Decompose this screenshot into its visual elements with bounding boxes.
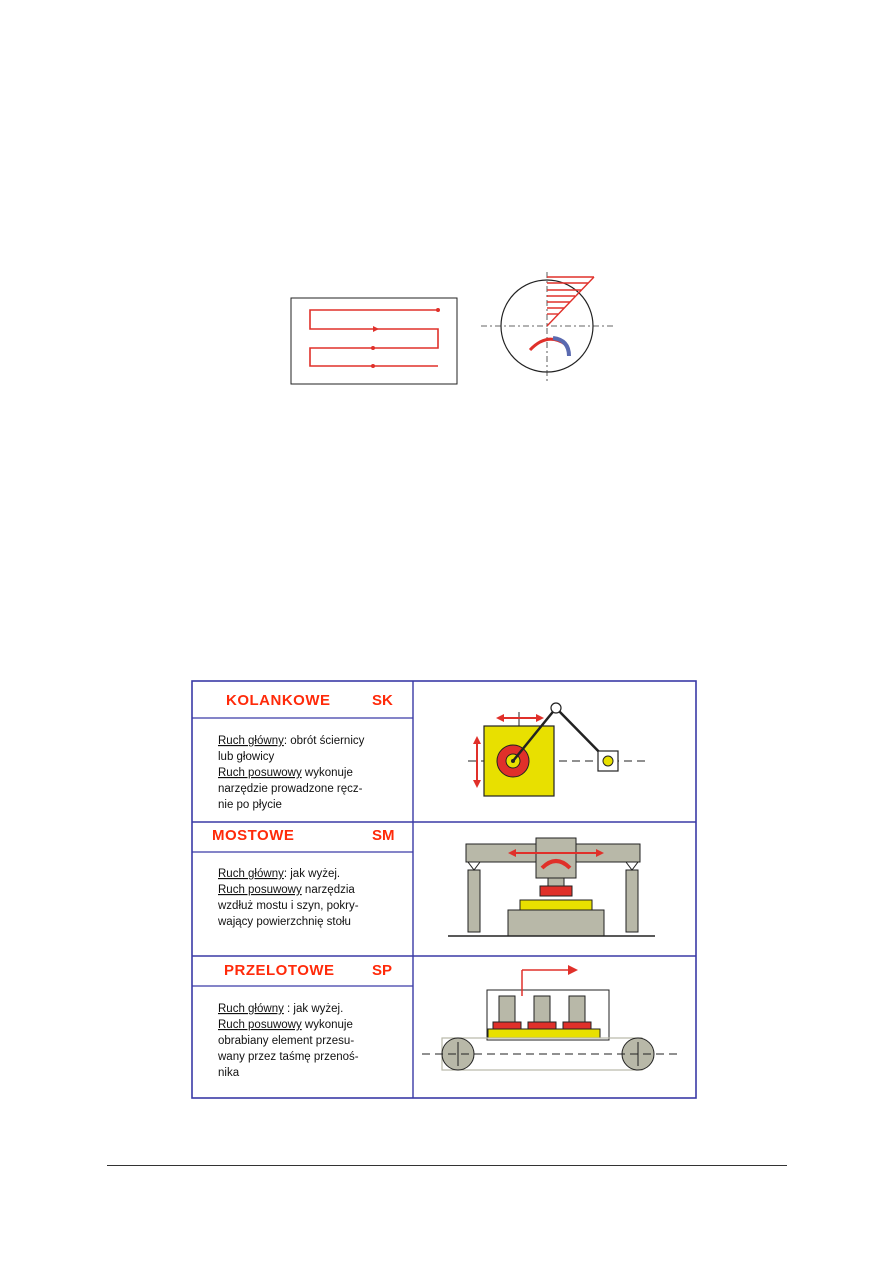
row-title-przelotowe: PRZELOTOWE	[224, 962, 335, 979]
row-description: narzędzie prowadzone ręcz-	[218, 783, 363, 795]
row-description: wzdłuż mostu i szyn, pokry-	[218, 900, 359, 912]
row-description: wający powierzchnię stołu	[218, 916, 351, 928]
path-dot	[371, 364, 375, 368]
row-description: Ruch posuwowy narzędzia	[218, 884, 355, 896]
row-code-sk: SK	[372, 692, 393, 709]
grinding-path-figure	[285, 268, 615, 388]
row-description: lub głowicy	[218, 751, 275, 763]
row-description: nika	[218, 1067, 240, 1079]
workpiece-plate	[291, 298, 457, 384]
row-title-mostowe: MOSTOWE	[212, 827, 295, 844]
row-description: Ruch posuwowy wykonuje	[218, 767, 353, 779]
row-description: Ruch główny: obrót ściernicy	[218, 735, 365, 747]
row-description: Ruch posuwowy wykonuje	[218, 1019, 353, 1031]
grinder-types-table	[190, 678, 700, 1100]
row-code-sm: SM	[372, 827, 395, 844]
row-description: Ruch główny: jak wyżej.	[218, 868, 341, 880]
path-dot	[436, 308, 440, 312]
footer-rule	[107, 1165, 787, 1166]
row-description: wany przez taśmę przenoś-	[218, 1051, 359, 1063]
path-dot	[371, 346, 375, 350]
row-title-kolankowe: KOLANKOWE	[226, 692, 331, 709]
row-code-sp: SP	[372, 962, 393, 979]
row-description: Ruch główny : jak wyżej.	[218, 1003, 344, 1015]
row-description: nie po płycie	[218, 799, 282, 811]
row-description: obrabiany element przesu-	[218, 1035, 355, 1047]
